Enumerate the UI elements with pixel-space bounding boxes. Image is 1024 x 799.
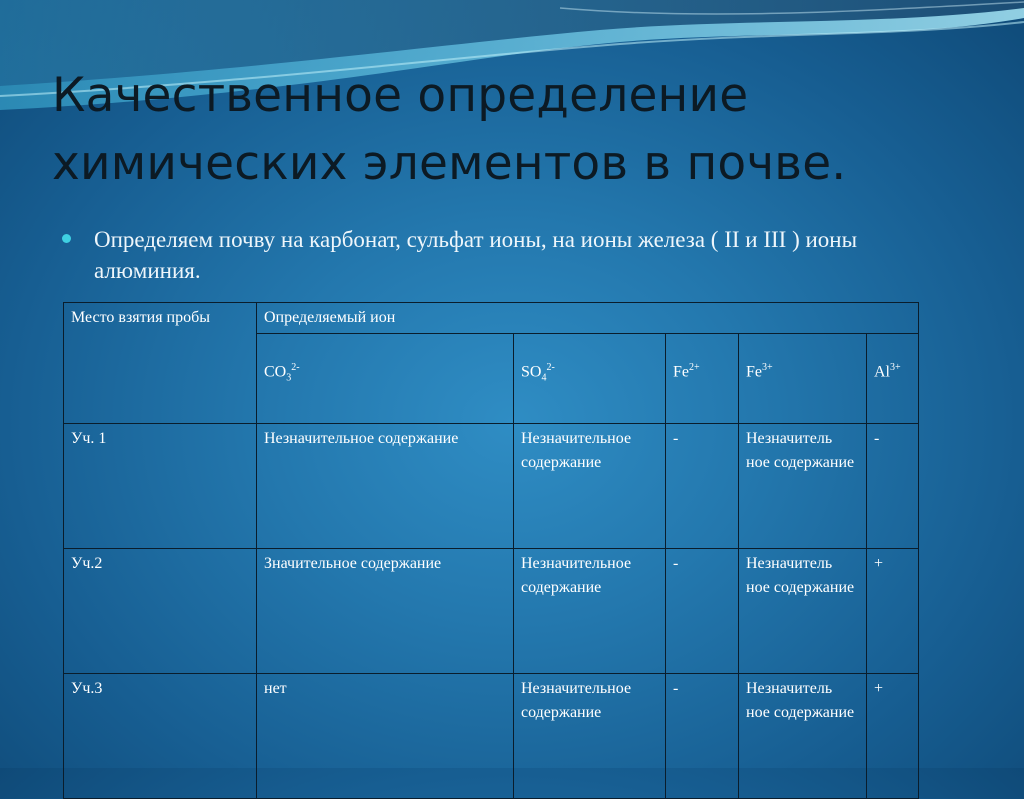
table-header-row [64, 303, 919, 334]
cell-fe2: - [666, 549, 739, 674]
table-row [64, 674, 919, 799]
bullet-dot-icon [62, 234, 71, 243]
cell-so4: Незначительное содержание [514, 674, 666, 799]
cell-site: Уч.2 [64, 549, 257, 674]
ion-header-al3: $Al^{3+}$ [867, 334, 919, 424]
bullet-text: Определяем почву на карбонат, сульфат ионы, на ионы железа ( II и III ) ионы алюминия. [94, 227, 858, 283]
cell-fe3: Незначитель ное содержание [739, 674, 867, 799]
cell-co3: Значительное содержание [257, 549, 514, 674]
ion-header-co3: $CO_3^{2-}$ [257, 334, 514, 424]
ion-header-fe2: $Fe^{2+}$ [666, 334, 739, 424]
cell-fe3: Незначитель ное содержание [739, 549, 867, 674]
table-row [64, 424, 919, 549]
table-row [64, 549, 919, 674]
slide-title: Качественное определение химических элементов в почве. [52, 68, 847, 191]
cell-site: Уч.3 [64, 674, 257, 799]
cell-so4: Незначительное содержание [514, 424, 666, 549]
cell-fe3: Незначитель ное содержание [739, 424, 867, 549]
ion-header-so4: $SO_4^{2-}$ [514, 334, 666, 424]
cell-site: Уч. 1 [64, 424, 257, 549]
cell-so4: Незначительное содержание [514, 549, 666, 674]
ion-header-fe3: $Fe^{3+}$ [739, 334, 867, 424]
cell-co3: нет [257, 674, 514, 799]
cell-al3: + [867, 674, 919, 799]
cell-fe2: - [666, 674, 739, 799]
cell-al3: - [867, 424, 919, 549]
cell-co3: Незначительное содержание [257, 424, 514, 549]
header-ion-group: Определяемый ион [257, 303, 919, 334]
results-table [63, 302, 919, 799]
header-sample-site: Место взятия пробы [64, 303, 257, 424]
cell-al3: + [867, 549, 919, 674]
bullet-point [62, 224, 962, 286]
cell-fe2: - [666, 424, 739, 549]
